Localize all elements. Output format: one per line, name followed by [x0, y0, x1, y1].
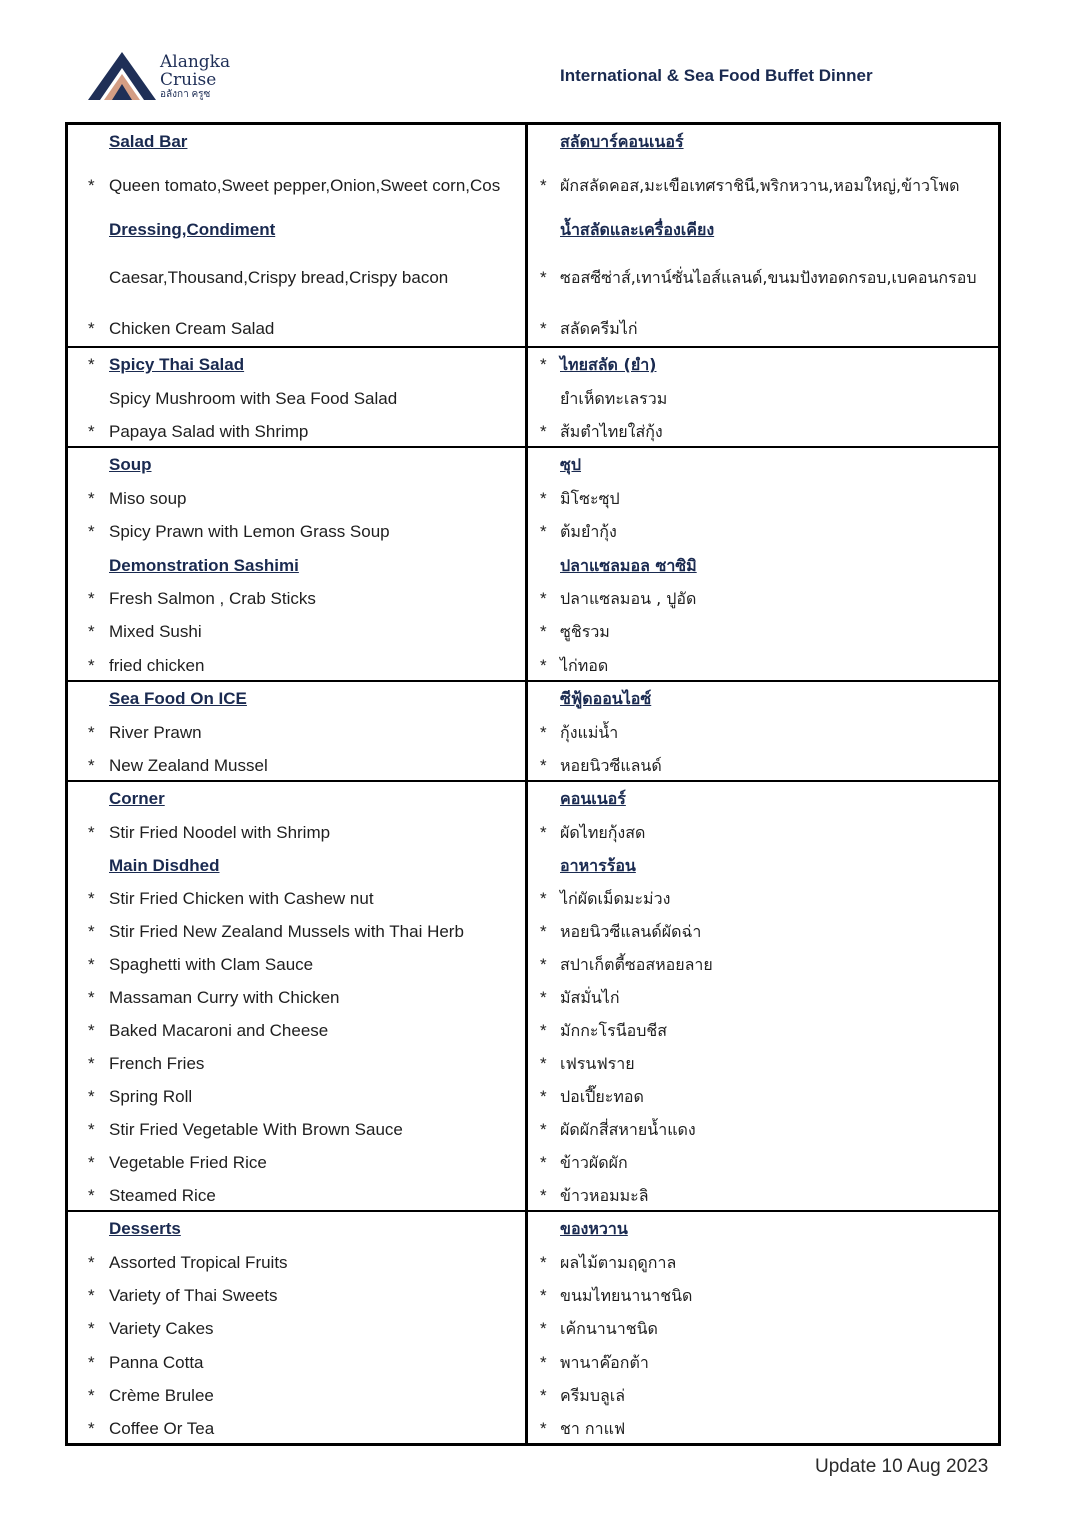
item-name-en: Stir Fried Chicken with Cashew nut: [109, 888, 374, 908]
english-cell: [68, 515, 525, 549]
thai-cell: [528, 1279, 998, 1312]
thai-cell: [528, 1379, 998, 1412]
bullet-asterisk: *: [88, 1418, 95, 1438]
bullet-asterisk: *: [88, 1285, 95, 1305]
bullet-asterisk: *: [540, 1119, 547, 1139]
bullet-asterisk: *: [540, 822, 547, 842]
english-cell: [68, 311, 525, 346]
thai-cell: [528, 1014, 998, 1047]
bullet-asterisk: *: [88, 1152, 95, 1172]
item-name-en: French Fries: [109, 1053, 205, 1073]
thai-cell: [528, 716, 998, 749]
english-cell: [68, 245, 525, 311]
item-name-en: Panna Cotta: [109, 1352, 204, 1372]
category-title-th: ของหวาน: [560, 1219, 628, 1238]
bullet-asterisk: *: [88, 655, 95, 675]
menu-category-row: [68, 448, 998, 482]
thai-cell: [528, 915, 998, 948]
english-cell: [68, 816, 525, 849]
logo-text-line2: Cruise: [160, 70, 217, 90]
bullet-asterisk: *: [88, 722, 95, 742]
menu-item-row: [68, 382, 998, 415]
menu-section: [68, 346, 998, 448]
menu-item-row: [68, 582, 998, 615]
thai-cell: [528, 682, 998, 716]
menu-section: [68, 446, 998, 682]
item-name-en: Mixed Sushi: [109, 622, 202, 641]
bullet-asterisk: *: [540, 1252, 547, 1272]
item-name-en: Spicy Prawn with Lemon Grass Soup: [109, 522, 390, 541]
item-name-th: หอยนิวซีแลนด์ผัดฉ่า: [560, 921, 702, 941]
item-name-en: Spaghetti with Clam Sauce: [109, 954, 314, 974]
english-cell: [68, 615, 525, 649]
category-title-th: คอนเนอร์: [560, 789, 626, 808]
category-title-en: Soup: [109, 455, 152, 474]
bullet-asterisk: *: [540, 1352, 547, 1372]
bullet-asterisk: *: [88, 488, 95, 508]
item-name-en: Variety of Thai Sweets: [109, 1285, 278, 1305]
thai-cell: [528, 158, 998, 214]
menu-section: [68, 780, 998, 1212]
menu-item-row: [68, 1412, 998, 1445]
item-name-th: ผักสลัดคอส,มะเขือเทศราชินี,พริกหวาน,หอมใหญ่,ข้าวโพด: [560, 176, 960, 195]
alangka-cruise-logo: [88, 50, 263, 106]
item-name-th: ขนมไทยนานาชนิด: [560, 1285, 693, 1305]
bullet-asterisk: *: [88, 1352, 95, 1372]
item-name-th: ซูชิรวม: [560, 622, 610, 641]
item-name-en: Assorted Tropical Fruits: [109, 1252, 288, 1272]
english-cell: [68, 948, 525, 981]
bullet-asterisk: *: [88, 421, 95, 441]
thai-cell: [528, 782, 998, 816]
thai-cell: [528, 849, 998, 882]
english-cell: [68, 716, 525, 749]
menu-section: [68, 680, 998, 782]
bullet-asterisk: *: [88, 921, 95, 941]
bullet-asterisk: *: [540, 987, 547, 1007]
menu-item-row: [68, 1346, 998, 1379]
english-cell: [68, 125, 525, 158]
bullet-asterisk: *: [540, 522, 547, 541]
english-cell: [68, 981, 525, 1014]
bullet-asterisk: *: [540, 921, 547, 941]
thai-cell: [528, 382, 998, 415]
bullet-asterisk: *: [88, 987, 95, 1007]
menu-category-row: [68, 125, 998, 158]
item-name-th: ยำเห็ดทะเลรวม: [560, 388, 668, 408]
item-name-th: กุ้งแม่น้ำ: [560, 722, 619, 742]
thai-cell: [528, 1113, 998, 1146]
bullet-asterisk: *: [88, 1385, 95, 1405]
item-name-th: ผัดผักสี่สหายน้ำแดง: [560, 1119, 696, 1139]
category-title-th: ไทยสลัด (ยำ): [560, 355, 657, 374]
bullet-asterisk: *: [540, 722, 547, 742]
thai-cell: [528, 1212, 998, 1246]
english-cell: [68, 415, 525, 448]
item-name-th: ผัดไทยกุ้งสด: [560, 822, 646, 842]
thai-cell: [528, 245, 998, 311]
thai-cell: [528, 1179, 998, 1212]
thai-cell: [528, 1047, 998, 1080]
item-name-en: Miso soup: [109, 488, 187, 508]
item-name-th: ปลาแซลมอน , ปูอัด: [560, 588, 697, 608]
item-name-th: ไก่ผัดเม็ดมะม่วง: [560, 888, 671, 908]
category-title-en: Dressing,Condiment: [109, 219, 276, 239]
menu-item-row: [68, 816, 998, 849]
item-name-en: Caesar,Thousand,Crispy bread,Crispy bacon: [109, 268, 449, 287]
item-name-en: New Zealand Mussel: [109, 755, 268, 775]
bullet-asterisk: *: [88, 1053, 95, 1073]
bullet-asterisk: *: [540, 268, 547, 287]
bullet-asterisk: *: [540, 1086, 547, 1106]
english-cell: [68, 549, 525, 582]
menu-item-row: [68, 948, 998, 981]
menu-item-row: [68, 1312, 998, 1346]
menu-category-row: [68, 1212, 998, 1246]
menu-item-row: [68, 415, 998, 448]
thai-cell: [528, 1312, 998, 1346]
bullet-asterisk: *: [88, 622, 95, 641]
bullet-asterisk: *: [88, 1020, 95, 1040]
bullet-asterisk: *: [540, 1319, 547, 1338]
item-name-th: เฟรนฟราย: [560, 1053, 635, 1073]
english-cell: [68, 158, 525, 214]
menu-section: [68, 1210, 998, 1445]
item-name-en: fried chicken: [109, 655, 205, 675]
menu-item-row: [68, 649, 998, 682]
thai-cell: [528, 981, 998, 1014]
category-title-en: Sea Food On ICE: [109, 689, 247, 708]
menu-category-row: [68, 849, 998, 882]
english-cell: [68, 482, 525, 515]
item-name-th: มัสมั่นไก่: [560, 987, 620, 1007]
item-name-en: Spring Roll: [109, 1086, 193, 1106]
menu-item-row: [68, 716, 998, 749]
item-name-th: ชา กาแฟ: [560, 1418, 626, 1438]
english-cell: [68, 1212, 525, 1246]
category-title-th: อาหารร้อน: [560, 855, 636, 875]
thai-cell: [528, 948, 998, 981]
menu-category-row: [68, 214, 998, 245]
item-name-en: Chicken Cream Salad: [109, 318, 275, 338]
item-name-th: ส้มตำไทยใส่กุ้ง: [560, 421, 663, 441]
item-name-th: ต้มยำกุ้ง: [560, 522, 617, 541]
bullet-asterisk: *: [88, 588, 95, 608]
item-name-en: Stir Fried Noodel with Shrimp: [109, 822, 331, 842]
bullet-asterisk: *: [540, 888, 547, 908]
english-cell: [68, 1113, 525, 1146]
category-title-th: น้ำสลัดและเครื่องเคียง: [560, 219, 715, 239]
menu-item-row: [68, 1379, 998, 1412]
item-name-th: พานาค๊อกต้า: [560, 1352, 649, 1372]
category-title-th: ปลาแซลมอล ซาซิมิ: [560, 555, 697, 575]
bullet-asterisk: *: [540, 755, 547, 775]
bullet-asterisk: *: [540, 318, 547, 338]
category-title-th: ซุป: [560, 455, 582, 474]
english-cell: [68, 915, 525, 948]
menu-category-row: [68, 348, 998, 382]
thai-cell: [528, 415, 998, 448]
category-title-th: ซีฟู้ดออนไอซ์: [560, 689, 652, 708]
menu-item-row: [68, 245, 998, 311]
thai-cell: [528, 1246, 998, 1279]
item-name-en: Papaya Salad with Shrimp: [109, 421, 309, 441]
thai-cell: [528, 1146, 998, 1179]
thai-cell: [528, 882, 998, 915]
bullet-asterisk: *: [540, 954, 547, 974]
menu-category-row: [68, 549, 998, 582]
logo-triangle-icon: [88, 50, 158, 102]
item-name-en: Variety Cakes: [109, 1319, 214, 1338]
thai-cell: [528, 582, 998, 615]
bullet-asterisk: *: [88, 822, 95, 842]
menu-section: [68, 125, 998, 346]
bullet-asterisk: *: [540, 622, 547, 641]
bullet-asterisk: *: [88, 1319, 95, 1338]
thai-cell: [528, 515, 998, 549]
menu-item-row: [68, 981, 998, 1014]
item-name-en: Fresh Salmon , Crab Sticks: [109, 588, 316, 608]
item-name-th: ครีมบลูเล่: [560, 1385, 626, 1405]
category-title-en: Corner: [109, 789, 165, 808]
logo-text-line1: Alangka: [160, 52, 231, 72]
english-cell: [68, 382, 525, 415]
english-cell: [68, 214, 525, 245]
english-cell: [68, 348, 525, 382]
menu-item-row: [68, 749, 998, 782]
bullet-asterisk: *: [540, 1418, 547, 1438]
bullet-asterisk: *: [540, 1020, 547, 1040]
category-title-en: Main Disdhed: [109, 855, 220, 875]
update-date: Update 10 Aug 2023: [815, 1456, 989, 1477]
item-name-en: Coffee Or Tea: [109, 1418, 215, 1438]
item-name-en: River Prawn: [109, 722, 202, 742]
english-cell: [68, 1146, 525, 1179]
item-name-th: สปาเก็ตตี้ซอสหอยลาย: [560, 954, 713, 974]
category-title-en: Desserts: [109, 1219, 181, 1238]
english-cell: [68, 682, 525, 716]
menu-category-row: [68, 782, 998, 816]
menu-item-row: [68, 1246, 998, 1279]
thai-cell: [528, 348, 998, 382]
item-name-en: Baked Macaroni and Cheese: [109, 1020, 329, 1040]
bullet-asterisk: *: [88, 318, 95, 338]
bullet-asterisk: *: [88, 954, 95, 974]
bullet-asterisk: *: [540, 1152, 547, 1172]
thai-cell: [528, 1346, 998, 1379]
menu-item-row: [68, 1113, 998, 1146]
item-name-en: Queen tomato,Sweet pepper,Onion,Sweet corn,Cos: [109, 176, 501, 195]
english-cell: [68, 1379, 525, 1412]
item-name-en: Stir Fried New Zealand Mussels with Thai Herb: [109, 921, 464, 941]
english-cell: [68, 882, 525, 915]
menu-item-row: [68, 1014, 998, 1047]
item-name-th: มิโซะซุป: [560, 488, 620, 508]
item-name-th: สลัดครีมไก่: [560, 318, 638, 338]
thai-cell: [528, 549, 998, 582]
item-name-th: เค้กนานาชนิด: [560, 1319, 658, 1338]
menu-item-row: [68, 915, 998, 948]
menu-item-row: [68, 882, 998, 915]
bullet-asterisk: *: [540, 355, 547, 374]
bullet-asterisk: *: [540, 1053, 547, 1073]
item-name-en: Crème Brulee: [109, 1385, 214, 1405]
menu-item-row: [68, 1080, 998, 1113]
bullet-asterisk: *: [88, 355, 95, 374]
english-cell: [68, 849, 525, 882]
bullet-asterisk: *: [88, 1086, 95, 1106]
english-cell: [68, 649, 525, 682]
bullet-asterisk: *: [88, 755, 95, 775]
bullet-asterisk: *: [88, 1252, 95, 1272]
category-title-en: Spicy Thai Salad: [109, 355, 245, 374]
bullet-asterisk: *: [540, 1185, 547, 1205]
bullet-asterisk: *: [88, 176, 95, 195]
thai-cell: [528, 125, 998, 158]
english-cell: [68, 1246, 525, 1279]
english-cell: [68, 1080, 525, 1113]
item-name-th: ข้าวหอมมะลิ: [560, 1185, 649, 1205]
logo-text-thai: อลังกา ครูซ: [160, 89, 211, 100]
menu-item-row: [68, 615, 998, 649]
english-cell: [68, 448, 525, 482]
item-name-th: มักกะโรนีอบชีส: [560, 1020, 668, 1040]
thai-cell: [528, 448, 998, 482]
category-title-th: สลัดบาร์คอนเนอร์: [560, 131, 684, 151]
menu-item-row: [68, 482, 998, 515]
bullet-asterisk: *: [540, 588, 547, 608]
thai-cell: [528, 649, 998, 682]
thai-cell: [528, 1080, 998, 1113]
menu-item-row: [68, 311, 998, 346]
english-cell: [68, 1279, 525, 1312]
bullet-asterisk: *: [540, 1285, 547, 1305]
item-name-en: Massaman Curry with Chicken: [109, 987, 340, 1007]
thai-cell: [528, 311, 998, 346]
item-name-en: Steamed Rice: [109, 1185, 216, 1205]
thai-cell: [528, 482, 998, 515]
item-name-th: ไก่ทอด: [560, 655, 609, 675]
menu-item-row: [68, 1179, 998, 1212]
item-name-th: ข้าวผัดผัก: [560, 1152, 628, 1172]
item-name-th: ซอสซีซ่าส์,เทาน์ซั่นไอส์แลนด์,ขนมปังทอดกรอบ,เบคอนกรอบ: [560, 268, 977, 287]
item-name-th: ผลไม้ตามฤดูกาล: [560, 1252, 677, 1272]
category-title-en: Demonstration Sashimi: [109, 555, 299, 575]
thai-cell: [528, 615, 998, 649]
thai-cell: [528, 214, 998, 245]
menu-item-row: [68, 1146, 998, 1179]
english-cell: [68, 1047, 525, 1080]
english-cell: [68, 1312, 525, 1346]
category-title-en: Salad Bar: [109, 131, 188, 151]
english-cell: [68, 1014, 525, 1047]
english-cell: [68, 749, 525, 782]
bullet-asterisk: *: [88, 1119, 95, 1139]
bullet-asterisk: *: [88, 888, 95, 908]
menu-item-row: [68, 515, 998, 549]
bullet-asterisk: *: [540, 1385, 547, 1405]
document-title: International & Sea Food Buffet Dinner: [560, 66, 873, 85]
english-cell: [68, 582, 525, 615]
bullet-asterisk: *: [540, 488, 547, 508]
menu-category-row: [68, 682, 998, 716]
menu-item-row: [68, 1279, 998, 1312]
thai-cell: [528, 749, 998, 782]
english-cell: [68, 1346, 525, 1379]
english-cell: [68, 1179, 525, 1212]
item-name-th: หอยนิวซีแลนด์: [560, 755, 662, 775]
menu-table: [65, 122, 1001, 1446]
bullet-asterisk: *: [88, 1185, 95, 1205]
thai-cell: [528, 816, 998, 849]
item-name-en: Vegetable Fried Rice: [109, 1152, 267, 1172]
bullet-asterisk: *: [540, 421, 547, 441]
item-name-en: Stir Fried Vegetable With Brown Sauce: [109, 1119, 403, 1139]
item-name-th: ปอเปี๊ยะทอด: [560, 1086, 644, 1106]
bullet-asterisk: *: [540, 176, 547, 195]
english-cell: [68, 782, 525, 816]
menu-item-row: [68, 1047, 998, 1080]
english-cell: [68, 1412, 525, 1445]
menu-item-row: [68, 158, 998, 214]
bullet-asterisk: *: [540, 655, 547, 675]
thai-cell: [528, 1412, 998, 1445]
item-name-en: Spicy Mushroom with Sea Food Salad: [109, 388, 398, 408]
bullet-asterisk: *: [88, 522, 95, 541]
